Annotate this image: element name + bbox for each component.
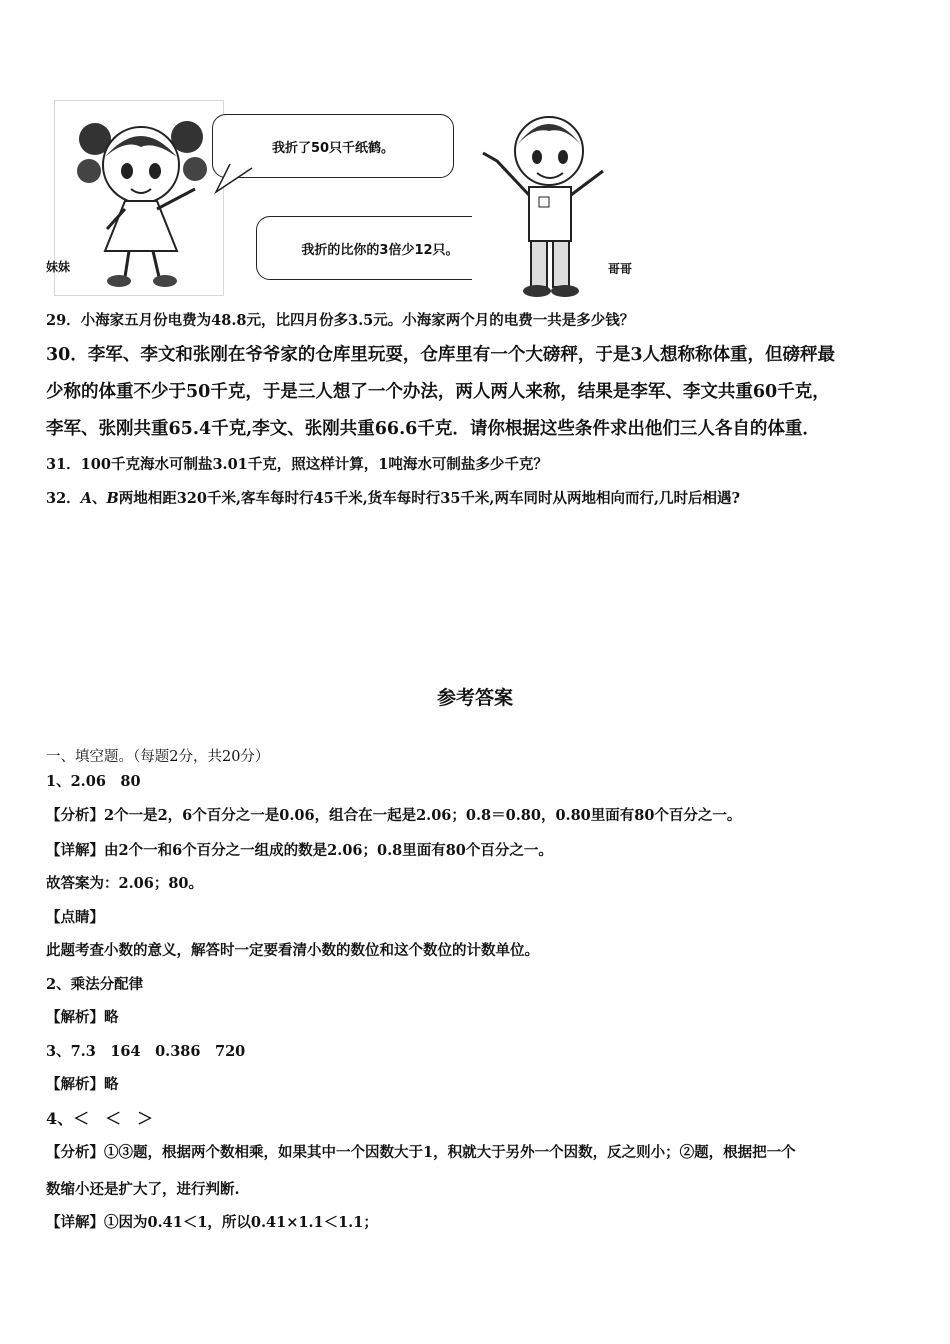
question-30-line1: 30．李军、李文和张刚在爷爷家的仓库里玩耍，仓库里有一个大磅秤，于是3人想称称体重，但磅秤最 — [46, 345, 836, 365]
answer-4-detail: 【详解】①因为0.41＜1，所以0.41×1.1＜1.1； — [46, 1214, 378, 1231]
point-b: B — [106, 490, 119, 507]
answer-2: 2、乘法分配律 — [46, 976, 144, 993]
question-30-line2: 少称的体重不少于50千克，于是三人想了一个办法，两人两人来称，结果是李军、李文共重60千克， — [46, 382, 830, 402]
boy-speech-bubble: 我折的比你的3倍少12只。 — [256, 216, 504, 280]
answer-1-point: 此题考查小数的意义，解答时一定要看清小数的数位和这个数位的计数单位。 — [46, 942, 539, 959]
question-32-separator: 、 — [91, 490, 107, 507]
answer-1-analysis: 【分析】2个一是2，6个百分之一是0.06，组合在一起是2.06；0.8＝0.80，0.80里面有80个百分之一。 — [46, 807, 742, 824]
illustration — [44, 96, 634, 302]
answer-1-point-label: 【点睛】 — [46, 909, 104, 926]
boy-label: 哥哥 — [608, 262, 633, 276]
question-32-text: 两地相距320千米,客车每时行45千米,货车每时行35千米,两车同时从两地相向而行,几时后相遇? — [118, 490, 741, 507]
answer-4: 4、＜ ＜ ＞ — [46, 1109, 154, 1128]
girl-bubble-tail — [212, 162, 262, 196]
question-29: 29．小海家五月份电费为48.8元，比四月份多3.5元。小海家两个月的电费一共是多少钱？ — [46, 312, 635, 329]
answer-2-analysis: 【解析】略 — [46, 1009, 119, 1026]
answer-3: 3、7.3 164 0.386 720 — [46, 1043, 246, 1060]
point-a: A — [80, 490, 92, 507]
answer-1-detail: 【详解】由2个一和6个百分之一组成的数是2.06；0.8里面有80个百分之一。 — [46, 842, 553, 859]
question-30-line3: 李军、张刚共重65.4千克,李文、张刚共重66.6千克．请你根据这些条件求出他们三人各自的体重． — [46, 419, 820, 439]
section-1-heading: 一、填空题。（每题2分，共20分） — [46, 749, 270, 765]
answer-4-analysis-line1: 【分析】①③题，根据两个数相乘，如果其中一个因数大于1，积就大于另外一个因数，反之则小；②题，根据把一个 — [46, 1144, 796, 1161]
girl-image-frame — [54, 100, 224, 296]
question-32-number: 32． — [46, 490, 81, 507]
girl-cartoon-icon — [55, 101, 223, 295]
boy-image-frame — [472, 100, 622, 300]
question-32 — [46, 489, 740, 509]
girl-label: 妹妹 — [46, 260, 71, 274]
answer-1: 1、2.06 80 — [46, 773, 141, 790]
boy-cartoon-icon — [473, 101, 621, 299]
answers-title: 参考答案 — [436, 687, 513, 709]
answer-4-analysis-line2: 数缩小还是扩大了，进行判断. — [46, 1181, 240, 1198]
answer-3-analysis: 【解析】略 — [46, 1076, 119, 1093]
question-31: 31．100千克海水可制盐3.01千克，照这样计算，1吨海水可制盐多少千克？ — [46, 456, 548, 473]
answer-1-conclusion: 故答案为：2.06；80。 — [46, 875, 203, 892]
girl-speech-bubble: 我折了50只千纸鹤。 — [212, 114, 454, 178]
